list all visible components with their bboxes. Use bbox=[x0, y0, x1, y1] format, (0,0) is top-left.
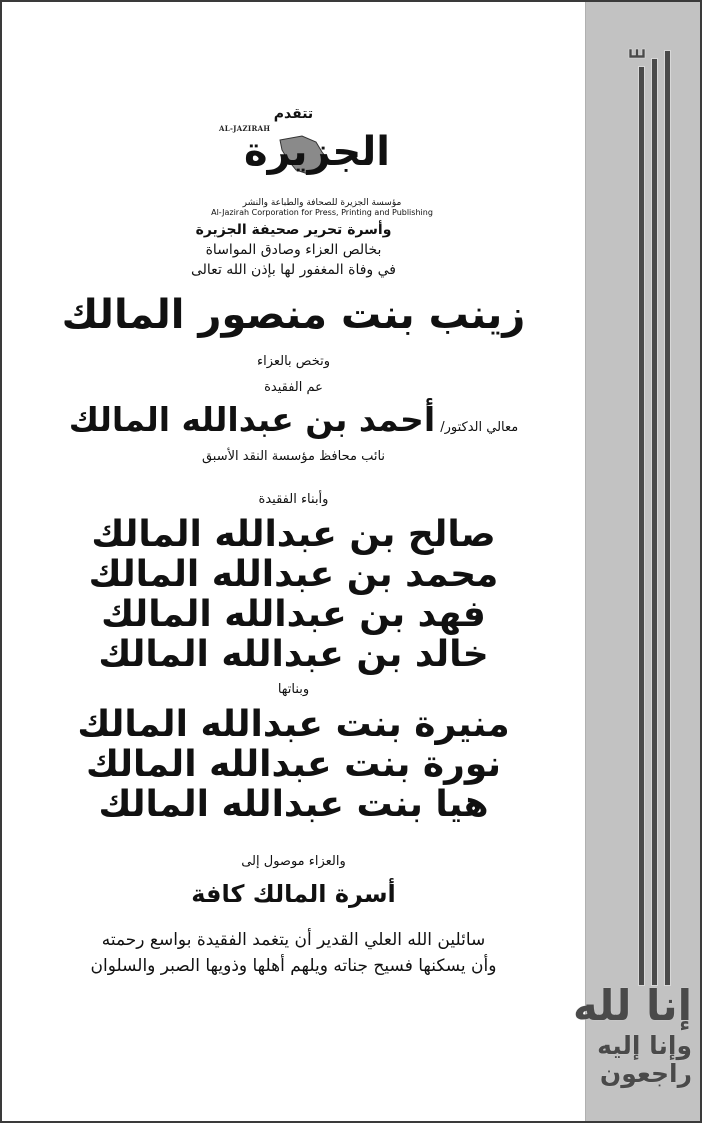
daughters-label: وبناتها bbox=[277, 682, 310, 697]
prayer-line-2: وأن يسكنها فسيح جناته ويلهم أهلها وذويها الصبر والسلوان bbox=[90, 956, 497, 976]
uncle-label: عم الفقيدة bbox=[264, 380, 323, 395]
condolence-notice bbox=[2, 2, 585, 1121]
corporation-name-ar: مؤسسة الجزيرة للصحافة والطباعة والنشر bbox=[242, 198, 402, 208]
corporation-name-en: Al-Jazirah Corporation for Press, Printing and Publishing bbox=[211, 208, 433, 217]
presents-label: تتقدم bbox=[273, 106, 314, 122]
extended-condolence-label: والعزاء موصول إلى bbox=[241, 854, 346, 869]
shadda-mark-icon bbox=[628, 48, 646, 59]
son-name: خالد بن عبدالله المالك bbox=[98, 634, 489, 675]
letter-stroke bbox=[651, 58, 658, 986]
uncle-line bbox=[2, 400, 585, 439]
quran-verse-panel bbox=[573, 2, 700, 1121]
daughter-name: نورة بنت عبدالله المالك bbox=[85, 744, 501, 785]
on-death-line: في وفاة المغفور لها بإذن الله تعالى bbox=[190, 262, 396, 278]
deceased-name: زينب بنت منصور المالك bbox=[61, 292, 526, 338]
son-name: صالح بن عبدالله المالك bbox=[91, 514, 496, 555]
condolence-line: بخالص العزاء وصادق المواساة bbox=[205, 242, 382, 258]
extended-family: أسرة المالك كافة bbox=[191, 880, 396, 908]
uncle-name: أحمد بن عبدالله المالك bbox=[68, 400, 436, 439]
verse-line-3: راجعون bbox=[599, 1059, 692, 1088]
daughter-name: منيرة بنت عبدالله المالك bbox=[77, 704, 510, 745]
al-jazirah-logo bbox=[217, 124, 427, 176]
logo-name-ar: الجزيرة bbox=[244, 129, 390, 175]
daughter-name: هيا بنت عبدالله المالك bbox=[98, 784, 489, 825]
son-name: فهد بن عبدالله المالك bbox=[101, 594, 486, 635]
uncle-title: معالي الدكتور/ bbox=[440, 420, 519, 435]
son-name: محمد بن عبدالله المالك bbox=[88, 554, 499, 595]
specific-condolence-label: وتخص بالعزاء bbox=[256, 354, 331, 369]
prayer-line-1: سائلين الله العلي القدير أن يتغمد الفقيدة بواسع رحمته bbox=[101, 930, 486, 950]
logo-name-en: AL-JAZIRAH bbox=[219, 124, 271, 133]
verse-line-2: وإنا إليه bbox=[597, 1031, 692, 1060]
uncle-position: نائب محافظ مؤسسة النقد الأسبق bbox=[201, 449, 386, 464]
verse-line-1: إنا لله bbox=[573, 981, 692, 1030]
editorial-family: وأسرة تحرير صحيفة الجزيرة bbox=[195, 222, 392, 238]
letter-stroke bbox=[638, 66, 645, 986]
letter-stroke bbox=[664, 50, 671, 986]
sons-label: وأبناء الفقيدة bbox=[258, 492, 329, 507]
